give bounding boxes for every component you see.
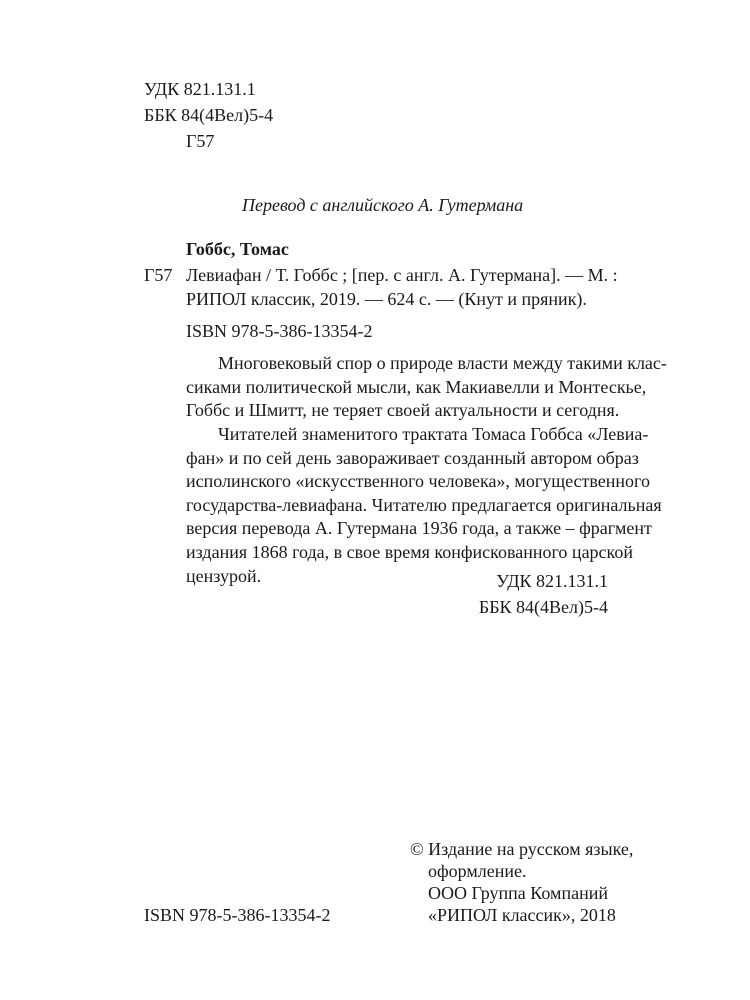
annotation-paragraph-1 — [186, 352, 667, 423]
record-author-mark: Г57 — [144, 265, 173, 285]
udk-code: УДК 821.131.1 — [144, 79, 256, 99]
copyright-line: ООО Группа Компаний — [428, 883, 608, 903]
author-heading: Гоббс, Томас — [186, 239, 289, 259]
annotation-line: фан» и по сей день завораживает созданный автором образ — [186, 447, 639, 468]
annotation-line: исполинского «искусственного человека», могущественного — [186, 471, 650, 492]
bbk-code: ББК 84(4Вел)5-4 — [144, 105, 274, 125]
bbk-code-repeat: ББК 84(4Вел)5-4 — [478, 597, 608, 617]
annotation-line: версия перевода А. Гутермана 1936 года, а также – фрагмент — [186, 518, 652, 539]
copyright-line: © Издание на русском языке, — [410, 839, 634, 859]
record-isbn: ISBN 978-5-386-13354-2 — [186, 321, 373, 341]
annotation-paragraph-2 — [186, 423, 662, 588]
annotation-line: цензурой. — [186, 565, 262, 586]
record-description-line-1: Левиафан / Т. Гоббс ; [пер. с англ. А. Гутермана]. — М. : — [186, 265, 618, 285]
record-description-line-2: РИПОЛ классик, 2019. — 624 с. — (Кнут и пряник). — [186, 289, 587, 309]
annotation-line: Читателей знаменитого трактата Томаса Гоббса «Левиа- — [218, 424, 649, 444]
annotation-line: Гоббс и Шмитт, не теряет своей актуальности и сегодня. — [186, 400, 620, 421]
copyright-line: «РИПОЛ классик», 2018 — [428, 905, 616, 925]
translator-note: Перевод с английского А. Гутермана — [242, 195, 524, 215]
copyright-line: оформление. — [428, 861, 527, 881]
annotation-line: сиками политической мысли, как Макиавелли и Монтескье, — [186, 376, 647, 397]
udk-code-repeat: УДК 821.131.1 — [496, 571, 608, 591]
annotation-line: Многовековый спор о природе власти между такими клас- — [218, 353, 667, 373]
footer-isbn: ISBN 978-5-386-13354-2 — [144, 905, 331, 925]
author-mark-code: Г57 — [186, 131, 215, 151]
annotation-line: государства-левиафана. Читателю предлагается оригинальная — [186, 494, 662, 515]
annotation-line: издания 1868 года, в свое время конфискованного царской — [186, 541, 634, 562]
